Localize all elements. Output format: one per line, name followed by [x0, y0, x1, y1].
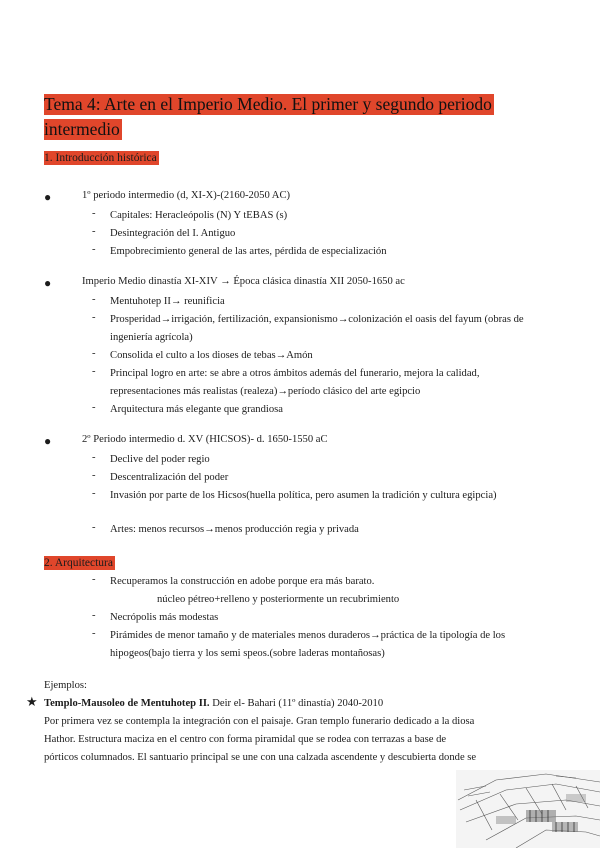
section-heading-intro: 1. Introducción histórica — [44, 152, 157, 164]
bullet-icon: ● — [44, 190, 52, 204]
indented-note: núcleo pétreo+relleno y posteriormente un recubrimiento — [157, 594, 400, 605]
section-heading-architecture: 2. Arquitectura — [44, 557, 113, 569]
bullet-icon: ● — [44, 276, 52, 290]
temple-sketch-image — [456, 770, 600, 848]
document-page: Tema 4: Arte en el Imperio Medio. El primer y segundo periodo intermedio 1. Introducción histórica ● 1º periodo intermedio (d, XI-X)-(2160-2050 AC) - Capitales: Heracleópolis (N) Y tEBAS (s) - Desintegración del I. Antiguo - Empobrecimiento general de las artes, pérdida de especialización ● Imperio Medio dinastía XI-XIV → Época clásica dinastía XII 2050-1650 ac - Mentuhotep II→ reunificia - Prosperidad→irrigación, fertilización, expansionismo→colonización el oasis del fayum (obras de ingeniería agrícola) - Consolida el culto a los dioses de tebas→Amón - Principal logro en arte: se abre a otros ámbitos además del funerario, mejora la calidad, representaciones más realistas (realeza)→período clásico del arte egipcio - Arquitectura más elegante que grandiosa ● 2º Periodo intermedio d. XV (HICSOS)- d. 1650-1550 aC - Declive del poder regio - Descentralización del poder - Invasión por parte de los Hicsos(huella política, pero asumen la tradición y cultura egipcia) - Artes: menos recursos→menos producción regia y privada 2. Arquitectura - Recuperamos la construcción en adobe porque era más barato. núcleo pétreo+relleno y posteriormente un recubrimiento - Necrópolis más modestas - Pirámides de menor tamaño y de materiales menos duraderos→práctica de la tipología de los hipogeos(bajo tierra y los semi speos.(sobre laderas montañosas) Ejemplos: ★ Templo-Mausoleo de Mentuhotep II. Deir el- Bahari (11º dinastía) 2040-2010 Por primera vez se contempla la integración con el paisaje. Gran templo funerario dedicado a la diosa Hathor. Estructura maciza en el centro con forma piramidal que se rodea con terrazas a base de pórticos columnados. El santuario principal se une con una calzada ascendente y descubierta donde se — [0, 0, 600, 848]
star-icon: ★ — [26, 694, 38, 709]
example-heading: Templo-Mausoleo de Mentuhotep II. Deir el- Bahari (11º dinastía) 2040-2010 — [44, 698, 384, 709]
paragraph-line: Hathor. Estructura maciza en el centro con forma piramidal que se rodea con terrazas a base de — [44, 734, 447, 745]
paragraph-line: pórticos columnados. El santuario principal se une con una calzada ascendente y descubierta donde se — [44, 752, 477, 763]
examples-label: Ejemplos: — [44, 680, 87, 691]
paragraph-line: Por primera vez se contempla la integración con el paisaje. Gran templo funerario dedicado a la diosa — [44, 716, 475, 727]
bullet-icon: ● — [44, 434, 52, 448]
page-title: Tema 4: Arte en el Imperio Medio. El primer y segundo periodo intermedio — [44, 94, 492, 139]
